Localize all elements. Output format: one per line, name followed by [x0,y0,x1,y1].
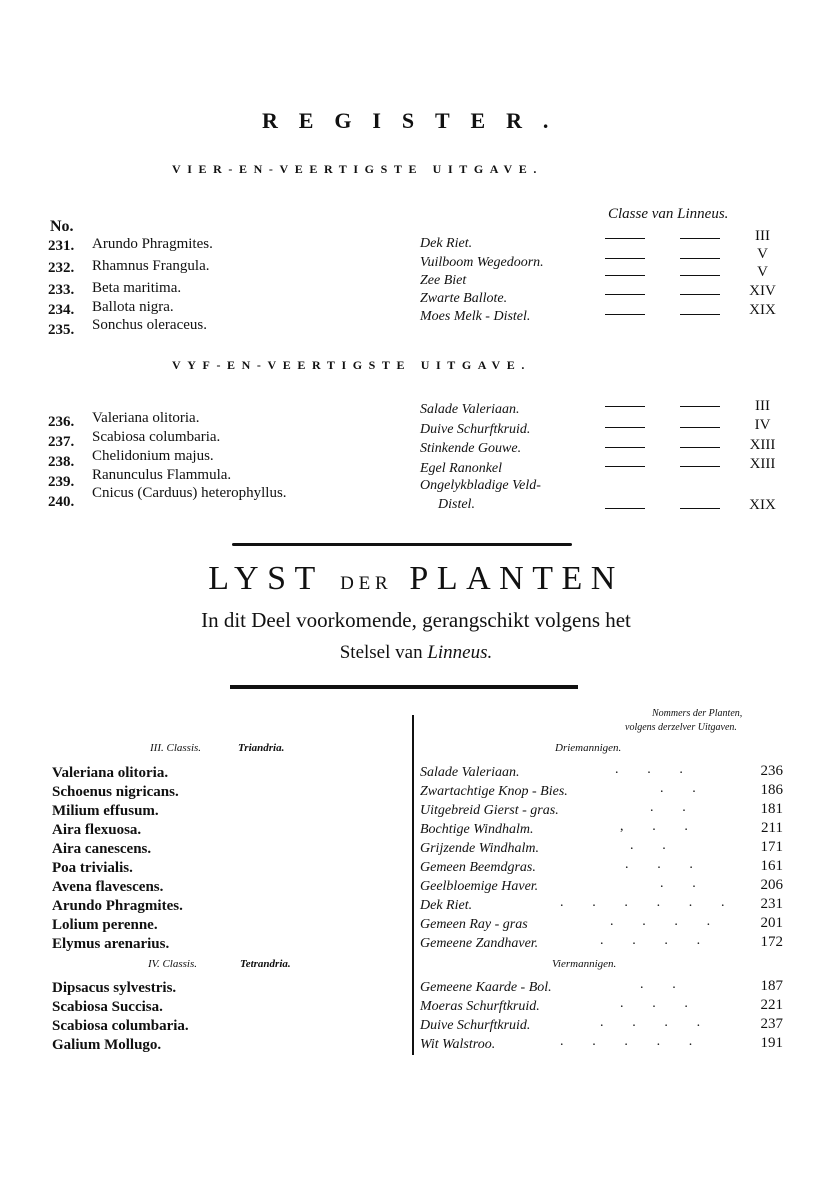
entry-dutch: Moes Melk - Distel. [420,309,531,324]
lyst-title-c: PLANTEN [409,560,624,597]
plant-dutch: Gemeen Ray - gras [420,917,528,932]
plant-dutch: Gemeene Zandhaver. [420,936,539,951]
entry-number: 231. [48,238,75,254]
entry-latin: Beta maritima. [92,280,182,296]
entry-latin: Ballota nigra. [92,299,174,315]
entry-classe: V [757,264,768,280]
plant-latin: Poa trivialis. [52,860,133,876]
ornamental-rule [232,543,572,546]
plant-number: 186 [760,782,783,798]
entry-dutch: Ongelykbladige Veld- [420,478,541,493]
plant-dutch: Zwartachtige Knop - Bies. [420,784,568,799]
ditto-dash [680,466,720,467]
plant-number: 191 [760,1035,783,1051]
ditto-dash [680,275,720,276]
plant-latin: Aira canescens. [52,841,152,857]
entry-number: 240. [48,494,75,510]
entry-classe: XIV [749,283,776,299]
ditto-dash [680,508,720,509]
ditto-dash [605,508,645,509]
entry-classe: III [755,228,770,244]
plant-dutch: Moeras Schurftkruid. [420,999,540,1014]
ditto-dash [605,238,645,239]
column-divider [412,715,414,1055]
class3-dutch-name: Driemannigen. [555,742,622,754]
entry-dutch: Zwarte Ballote. [420,291,508,306]
classe-column-header: Classe van Linneus. [608,206,729,222]
lyst-subtitle-italic: Linneus. [427,642,493,663]
plant-latin: Schoenus nigricans. [52,784,179,800]
nummers-header-line1: Nommers der Planten, [652,708,743,719]
plant-dutch: Gemeen Beemdgras. [420,860,536,875]
leader-dots: . . [660,876,709,891]
section-heading-45: VYF-EN-VEERTIGSTE UITGAVE. [172,358,531,372]
entry-classe: III [755,398,770,414]
entry-number: 237. [48,434,75,450]
entry-dutch: Zee Biet [420,273,467,288]
entry-classe: XIII [749,437,776,453]
plant-latin: Avena flavescens. [52,879,164,895]
plant-latin: Scabiosa columbaria. [52,1018,189,1034]
ditto-dash [605,314,645,315]
lyst-subtitle-prefix: Stelsel van [339,642,428,663]
leader-dots: . . . [625,857,706,872]
section-heading-44: VIER-EN-VEERTIGSTE UITGAVE. [172,162,543,176]
plant-number: 237 [760,1016,783,1032]
entry-dutch: Vuilboom Wegedoorn. [420,255,544,270]
ditto-dash [605,294,645,295]
ditto-dash [680,427,720,428]
entry-classe: XIX [749,497,776,513]
plant-latin: Dipsacus sylvestris. [52,980,177,996]
entry-latin: Rhamnus Frangula. [92,258,210,274]
plant-latin: Arundo Phragmites. [52,898,183,914]
plant-number: 171 [760,839,783,855]
leader-dots: . . [630,838,679,853]
entry-number: 232. [48,260,75,276]
entry-dutch-continued: Distel. [438,497,475,512]
ditto-dash [680,294,720,295]
ditto-dash [605,258,645,259]
entry-dutch: Egel Ranonkel [420,461,503,476]
entry-dutch: Stinkende Gouwe. [420,441,522,456]
leader-dots: . . [650,800,699,815]
plant-dutch: Gemeene Kaarde - Bol. [420,980,552,995]
entry-classe: XIX [749,302,776,318]
ditto-dash [605,275,645,276]
entry-latin: Sonchus oleraceus. [92,317,207,333]
entry-number: 238. [48,454,75,470]
entry-latin: Cnicus (Carduus) heterophyllus. [92,485,287,501]
plant-dutch: Dek Riet. [420,898,473,913]
lyst-title [0,560,832,598]
lyst-subtitle-line1: In dit Deel voorkomende, gerangschikt volgens het [201,608,631,632]
entry-number: 235. [48,322,75,338]
plant-dutch: Salade Valeriaan. [420,765,520,780]
plant-number: 181 [760,801,783,817]
ditto-dash [680,258,720,259]
lyst-title-b: DER [340,573,393,594]
entry-latin: Ranunculus Flammula. [92,467,232,483]
ditto-dash [605,466,645,467]
entry-dutch: Duive Schurftkruid. [420,422,531,437]
plant-latin: Valeriana olitoria. [52,765,169,781]
plant-dutch: Grijzende Windhalm. [420,841,539,856]
leader-dots: . . . . [600,933,713,948]
leader-dots: . . . . . [560,1034,705,1049]
plant-dutch: Duive Schurftkruid. [420,1018,531,1033]
ditto-dash [605,406,645,407]
leader-dots: . . . . [610,914,723,929]
ditto-dash [680,447,720,448]
number-column-label: No. [50,218,74,235]
class3-name: Triandria. [238,742,285,754]
plant-number: 172 [760,934,783,950]
entry-latin: Arundo Phragmites. [92,236,213,252]
ornamental-rule [230,685,578,689]
entry-number: 233. [48,282,75,298]
plant-number: 236 [760,763,783,779]
entry-number: 236. [48,414,75,430]
plant-number: 221 [760,997,783,1013]
plant-latin: Lolium perenne. [52,917,158,933]
entry-latin: Valeriana olitoria. [92,410,200,426]
nummers-header-line2: volgens derzelver Uitgaven. [625,722,737,733]
entry-latin: Chelidonium majus. [92,448,214,464]
leader-dots: . . . [620,996,701,1011]
ditto-dash [605,427,645,428]
plant-number: 161 [760,858,783,874]
register-title: REGISTER. [262,108,570,133]
leader-dots: . . [640,977,689,992]
leader-dots: . . . . [600,1015,713,1030]
entry-number: 234. [48,302,75,318]
entry-dutch: Salade Valeriaan. [420,402,520,417]
class3-number: III. Classis. [150,742,202,754]
lyst-title-a: LYST [208,560,324,597]
entry-classe: XIII [749,456,776,472]
plant-dutch: Geelbloemige Haver. [420,879,539,894]
leader-dots: . . . . . . [560,895,738,910]
entry-number: 239. [48,474,75,490]
plant-latin: Scabiosa Succisa. [52,999,163,1015]
plant-number: 231 [760,896,783,912]
plant-dutch: Wit Walstroo. [420,1037,496,1052]
leader-dots: , . . [620,819,701,834]
plant-number: 206 [760,877,783,893]
plant-dutch: Uitgebreid Gierst - gras. [420,803,559,818]
plant-latin: Aira flexuosa. [52,822,142,838]
plant-latin: Elymus arenarius. [52,936,170,952]
ditto-dash [680,406,720,407]
ditto-dash [680,238,720,239]
plant-latin: Milium effusum. [52,803,159,819]
entry-latin: Scabiosa columbaria. [92,429,221,445]
entry-dutch: Dek Riet. [420,236,473,251]
lyst-subtitle-line2 [0,642,832,664]
class4-dutch-name: Viermannigen. [552,958,617,970]
plant-number: 201 [760,915,783,931]
plant-number: 187 [760,978,783,994]
leader-dots: . . . [615,762,696,777]
ditto-dash [680,314,720,315]
plant-dutch: Bochtige Windhalm. [420,822,534,837]
class4-name: Tetrandria. [240,958,291,970]
entry-classe: IV [754,417,771,433]
ditto-dash [605,447,645,448]
entry-classe: V [757,246,768,262]
leader-dots: . . [660,781,709,796]
plant-latin: Galium Mollugo. [52,1037,162,1053]
class4-number: IV. Classis. [148,958,198,970]
plant-number: 211 [761,820,783,836]
